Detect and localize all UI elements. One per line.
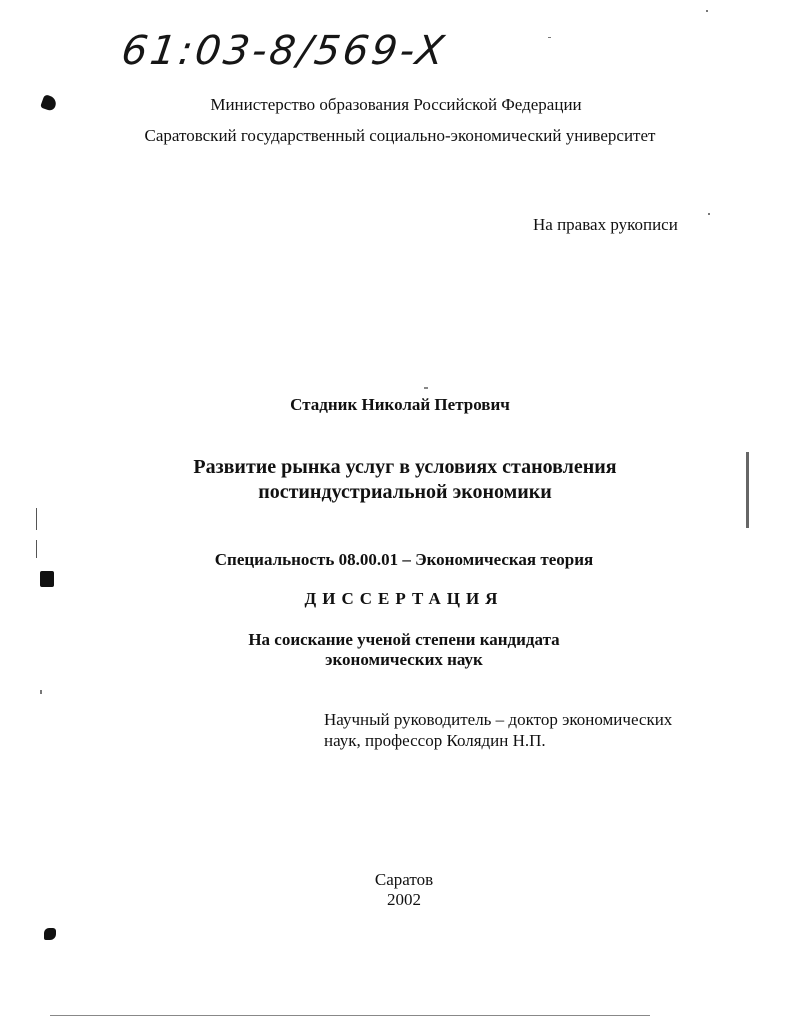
scan-dot-2 <box>708 213 710 215</box>
degree-statement <box>0 630 792 670</box>
manuscript-note: На правах рукописи <box>533 215 678 234</box>
supervisor-line-2: наук, профессор Колядин Н.П. <box>324 731 546 750</box>
degree-line-1: На соискание ученой степени кандидата <box>248 630 560 649</box>
scan-line-left-1 <box>36 508 37 530</box>
scan-dot-3 <box>706 10 708 12</box>
city: Саратов <box>374 870 434 889</box>
author-name: Стадник Николай Петрович <box>290 395 510 414</box>
document-type: ДИССЕРТАЦИЯ <box>304 589 504 608</box>
specialty: Специальность 08.00.01 – Экономическая теория <box>214 550 594 569</box>
dissertation-title <box>0 455 792 505</box>
degree-line-2: экономических наук <box>325 650 483 669</box>
title-line-1: Развитие рынка услуг в условиях становления <box>193 456 617 478</box>
scan-mark-bottom-left <box>44 928 56 940</box>
scan-dot-4 <box>40 690 42 694</box>
scan-line-right <box>746 452 749 528</box>
supervisor <box>324 709 672 751</box>
university-name: Саратовский государственный социально-экономический университет <box>144 126 656 145</box>
scan-line-bottom <box>50 1015 650 1016</box>
city-year <box>0 870 792 910</box>
ministry-name: Министерство образования Российской Федерации <box>210 95 582 114</box>
title-line-2: постиндустриальной экономики <box>258 481 552 503</box>
scan-dot-1 <box>548 37 551 38</box>
handwritten-archive-code: 61:03-8/569-X <box>118 28 450 74</box>
year: 2002 <box>387 890 421 909</box>
scan-dot-5 <box>424 387 428 389</box>
scan-line-left-2 <box>36 540 37 558</box>
supervisor-line-1: Научный руководитель – доктор экономических <box>324 710 673 729</box>
scan-mark-left-square <box>40 571 54 587</box>
